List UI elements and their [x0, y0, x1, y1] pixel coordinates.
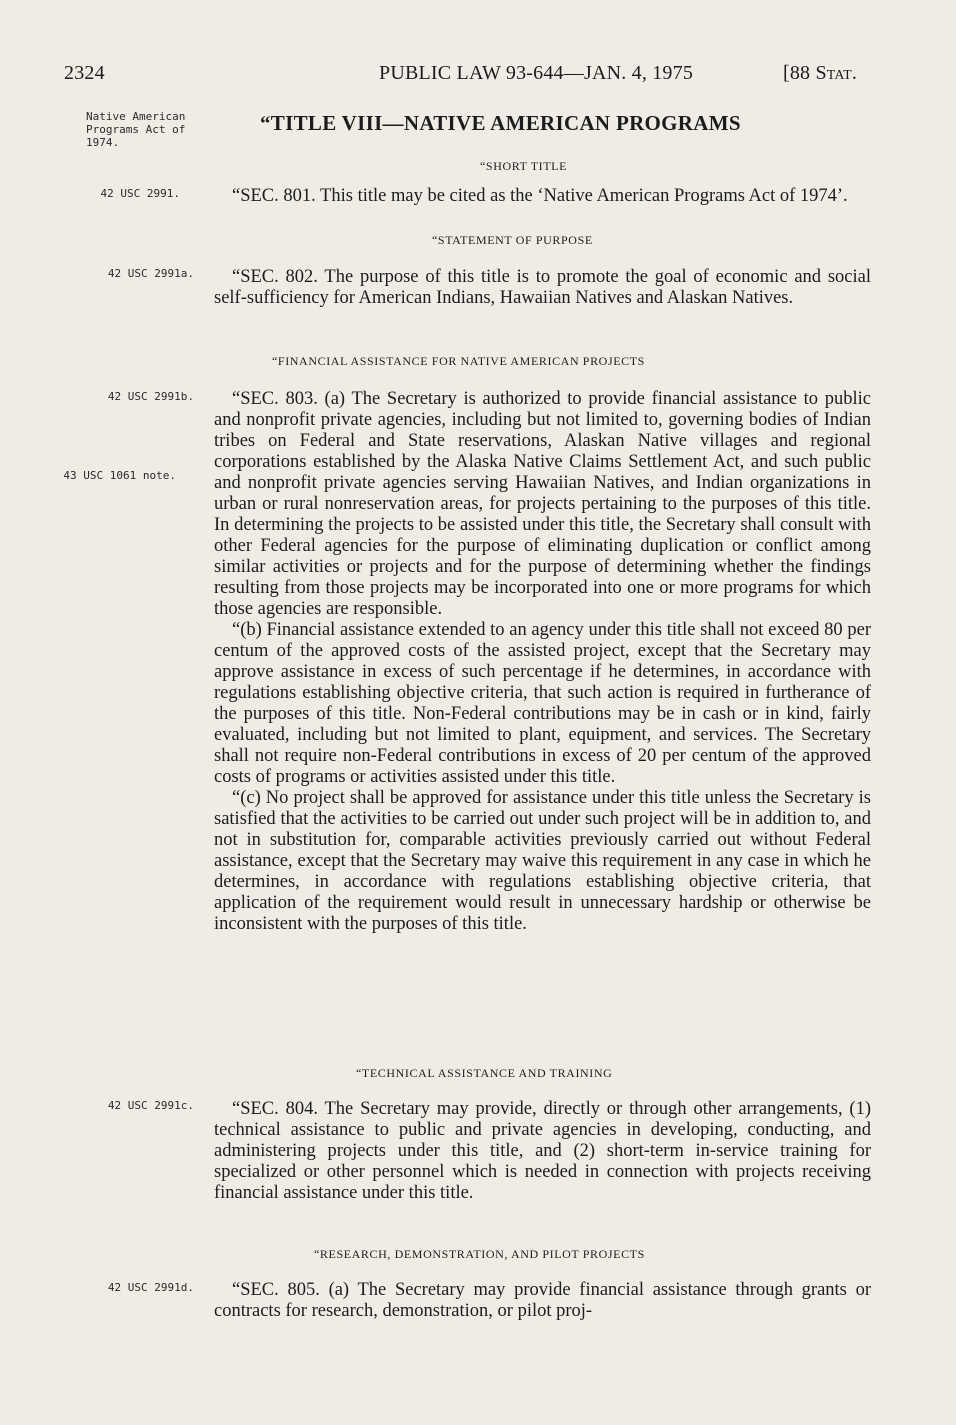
section-805 — [214, 1280, 871, 1322]
section-801 — [214, 186, 871, 207]
heading-financial-assistance: “FINANCIAL ASSISTANCE FOR NATIVE AMERICAN PROJECTS — [272, 354, 645, 368]
title-heading: “TITLE VIII—NATIVE AMERICAN PROGRAMS — [260, 111, 741, 135]
margin-note-sec804: 42 USC 2991c. — [107, 1099, 194, 1112]
margin-note-sec805: 42 USC 2991d. — [107, 1281, 194, 1294]
section-802 — [214, 267, 871, 309]
heading-technical-assistance: “TECHNICAL ASSISTANCE AND TRAINING — [356, 1066, 613, 1080]
section-802-text: “SEC. 802. The purpose of this title is to promote the goal of economic and social self-sufficiency for American Indians, Hawaiian Natives and Alaskan Natives. — [214, 267, 871, 308]
section-804-text: “SEC. 804. The Secretary may provide, directly or through other arrangements, (1) technical assistance to public and private agencies in developing, conducting, and administering projects under this title, and (2) short-term in-service training for specialized or other personnel which is needed in connection with projects receiving financial assistance under this title. — [214, 1099, 871, 1203]
margin-note-sec803: 42 USC 2991b. — [107, 390, 194, 403]
heading-research: “RESEARCH, DEMONSTRATION, AND PILOT PROJECTS — [314, 1247, 645, 1261]
section-801-text: “SEC. 801. This title may be cited as the ‘Native American Programs Act of 1974’. — [232, 186, 848, 206]
section-803-b-text: “(b) Financial assistance extended to an agency under this title shall not exceed 80 per centum of the approved costs of the assisted project, except that the Secretary may approve assistance in excess of such percentage if he determines, in accordance with regulations establishing objective criteria, that such action is required in furtherance of the purposes of this title. Non-Federal contributions may be in cash or in kind, fairly evaluated, including but not limited to plant, equipment, and services. The Secretary shall not require non-Federal contributions in excess of 20 per centum of the approved costs of programs or activities assisted under this title. — [214, 620, 871, 787]
section-805-text: “SEC. 805. (a) The Secretary may provide financial assistance through grants or contracts for research, demonstration, or pilot proj- — [214, 1280, 871, 1321]
page-number: 2324 — [64, 62, 105, 84]
section-803-a-text: “SEC. 803. (a) The Secretary is authorized to provide financial assistance to public and nonprofit private agencies, including but not limited to, governing bodies of Indian tribes on Federal and State reservations, Alaskan Native villages and regional corporations established by the Alaska Native Claims Settlement Act, and such public and nonprofit private agencies serving Hawaiian Natives, and Indian organizations in urban or rural nonreservation areas, for projects pertaining to the purposes of this title. In determining the projects to be assisted under this title, the Secretary shall consult with other Federal agencies for the purpose of eliminating duplication or conflict among similar activities or projects and for the purpose of determining whether the findings resulting from those projects may be incorporated into one or more programs for which those agencies are responsible. — [214, 389, 871, 619]
section-804 — [214, 1099, 871, 1204]
margin-note-sec802: 42 USC 2991a. — [107, 267, 194, 280]
heading-short-title: “SHORT TITLE — [480, 159, 568, 173]
margin-note-sec801: 42 USC 2991. — [100, 187, 180, 200]
heading-statement-of-purpose: “STATEMENT OF PURPOSE — [432, 233, 593, 247]
margin-note-act-name: Native American Programs Act of 1974. — [86, 110, 186, 149]
section-803 — [214, 389, 871, 935]
statute-reference: [88 Stat. — [783, 62, 858, 84]
running-header: PUBLIC LAW 93-644—JAN. 4, 1975 — [379, 62, 694, 84]
margin-note-sec803-alaska: 43 USC 1061 note. — [63, 469, 176, 482]
section-803-c-text: “(c) No project shall be approved for assistance under this title unless the Secretary is satisfied that the activities to be carried out under such project will be in addition to, and not in substitution for, comparable activities previously carried out without Federal assistance, except that the Secretary may waive this requirement in any case in which he determines, in accordance with regulations establishing objective criteria, that application of the requirement would result in unnecessary hardship or otherwise be inconsistent with the purposes of this title. — [214, 788, 871, 934]
